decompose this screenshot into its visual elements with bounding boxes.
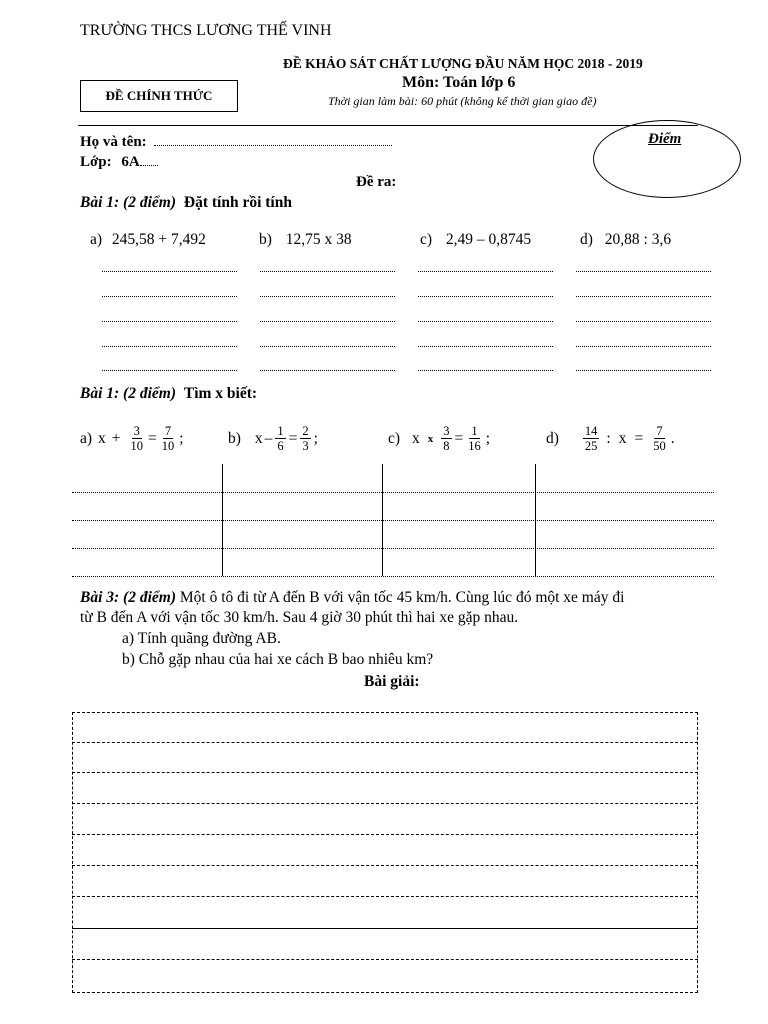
fraction: $\frac{3}{8}$: [443, 424, 450, 453]
de-ra-heading: Đề ra:: [356, 174, 397, 190]
answer-line: [260, 321, 395, 322]
eq-var: x: [412, 429, 420, 447]
answer-line: [418, 321, 553, 322]
bai3-line2: từ B đến A với vận tốc 30 km/h. Sau 4 giờ 30 phút thì hai xe gặp nhau.: [80, 609, 519, 626]
bai2-heading-text: Tìm x biết:: [183, 385, 258, 402]
bai2-heading: [80, 385, 257, 403]
eq-label: b): [228, 429, 241, 447]
score-label: Điểm: [648, 131, 682, 147]
eq-var: x: [98, 429, 106, 447]
solution-line: [72, 834, 698, 835]
answer-line: [418, 271, 553, 272]
bai3-question-b: b) Chỗ gặp nhau của hai xe cách B bao nhiêu km?: [122, 651, 434, 668]
student-class-dots: [140, 157, 158, 166]
official-exam-box: [80, 80, 238, 112]
bai2-eq-c: [388, 424, 490, 453]
answer-line: [102, 296, 237, 297]
fraction: $\frac{1}{16}$: [468, 424, 481, 453]
solution-label: Bài giải:: [364, 673, 420, 690]
answer-line: [72, 576, 714, 577]
solution-line: [72, 742, 698, 743]
bai3-line1: [80, 589, 624, 607]
answer-line: [102, 370, 237, 371]
answer-line: [72, 548, 714, 549]
bai3-question-a: a) Tính quãng đường AB.: [122, 630, 281, 647]
eq-op: –: [264, 429, 273, 447]
eq-sign: =: [288, 429, 298, 447]
eq-end: ;: [313, 429, 318, 447]
eq-label: a): [80, 429, 93, 447]
student-class-label: Lớp:: [80, 154, 112, 170]
solution-line: [72, 928, 698, 929]
bai2-heading-label: Bài 1: (2 điểm): [80, 385, 176, 402]
header-rule: [78, 125, 698, 126]
eq-sign: =: [148, 429, 157, 447]
eq-var: x: [618, 429, 627, 447]
bai1-item-label: c): [420, 231, 433, 248]
eq-sign: =: [634, 429, 644, 447]
eq-var: x: [254, 429, 263, 447]
bai1-item-expr: 12,75 x 38: [285, 231, 352, 248]
answer-line: [260, 370, 395, 371]
eq-sign: =: [454, 429, 464, 447]
fraction: $\frac{3}{10}$: [130, 424, 144, 453]
fraction: $\frac{2}{3}$: [302, 424, 309, 453]
answer-line: [260, 296, 395, 297]
bai1-heading-label: Bài 1: (2 điểm): [80, 194, 176, 211]
solution-line: [72, 896, 698, 897]
solution-line: [72, 865, 698, 866]
eq-label: d): [546, 429, 559, 447]
answer-line: [72, 492, 714, 493]
school-name: TRƯỜNG THCS LƯƠNG THẾ VINH: [80, 22, 332, 39]
solution-line: [72, 959, 698, 960]
bai2-eq-d: [546, 424, 675, 453]
bai3-text: Một ô tô đi từ A đến B với vận tốc 45 km/h. Cùng lúc đó một xe máy đi: [179, 589, 625, 606]
answer-line: [418, 370, 553, 371]
answer-line: [418, 346, 553, 347]
eq-label: c): [388, 429, 401, 447]
bai1-heading: [80, 194, 292, 212]
column-divider: [222, 464, 223, 576]
answer-line: [576, 296, 711, 297]
solution-box: [72, 712, 698, 993]
eq-end: .: [670, 429, 675, 447]
eq-end: ;: [485, 429, 491, 447]
bai1-item-label: a): [90, 231, 103, 248]
bai3-heading-label: Bài 3: (2 điểm): [80, 589, 176, 606]
subject: Môn: Toán lớp 6: [402, 74, 516, 91]
answer-line: [260, 346, 395, 347]
solution-line: [72, 803, 698, 804]
bai1-item-expr: 245,58 + 7,492: [111, 231, 206, 248]
student-class-row: [80, 154, 158, 171]
student-class-value: 6A: [121, 154, 140, 170]
fraction: $\frac{14}{25}$: [584, 424, 598, 453]
student-name-row: [80, 134, 392, 151]
answer-line: [102, 321, 237, 322]
answer-line: [102, 346, 237, 347]
solution-line: [72, 772, 698, 773]
bai1-item-a: [90, 231, 206, 249]
answer-line: [72, 520, 714, 521]
answer-line: [260, 271, 395, 272]
bai1-item-d: [580, 231, 671, 249]
eq-op: x: [427, 432, 434, 445]
answer-line: [576, 370, 711, 371]
eq-op: :: [606, 429, 611, 447]
column-divider: [535, 464, 536, 576]
bai2-eq-a: [80, 424, 184, 453]
bai1-item-expr: 20,88 : 3,6: [604, 231, 672, 248]
answer-line: [576, 346, 711, 347]
student-name-dots: [154, 135, 392, 146]
answer-line: [418, 296, 553, 297]
answer-line: [102, 271, 237, 272]
answer-line: [576, 271, 711, 272]
bai1-item-label: b): [259, 231, 272, 248]
fraction: $\frac{7}{10}$: [161, 424, 175, 453]
student-name-label: Họ và tên:: [80, 134, 147, 150]
eq-op: +: [111, 429, 121, 447]
exam-duration: Thời gian làm bài: 60 phút (không kể thời gian giao đề): [328, 94, 597, 108]
bai2-eq-b: [228, 424, 318, 453]
fraction: $\frac{1}{6}$: [277, 424, 284, 453]
bai1-item-expr: 2,49 – 0,8745: [445, 231, 532, 248]
bai1-item-b: [259, 231, 352, 249]
eq-end: ;: [179, 429, 184, 447]
column-divider: [382, 464, 383, 576]
bai1-heading-text: Đặt tính rồi tính: [183, 194, 292, 211]
fraction: $\frac{7}{50}$: [653, 424, 666, 453]
official-exam-label: ĐỀ CHÍNH THỨC: [105, 88, 213, 103]
exam-title: ĐỀ KHẢO SÁT CHẤT LƯỢNG ĐẦU NĂM HỌC 2018 - 2019: [283, 56, 643, 71]
bai1-item-label: d): [580, 231, 593, 248]
bai1-item-c: [420, 231, 531, 249]
answer-line: [576, 321, 711, 322]
